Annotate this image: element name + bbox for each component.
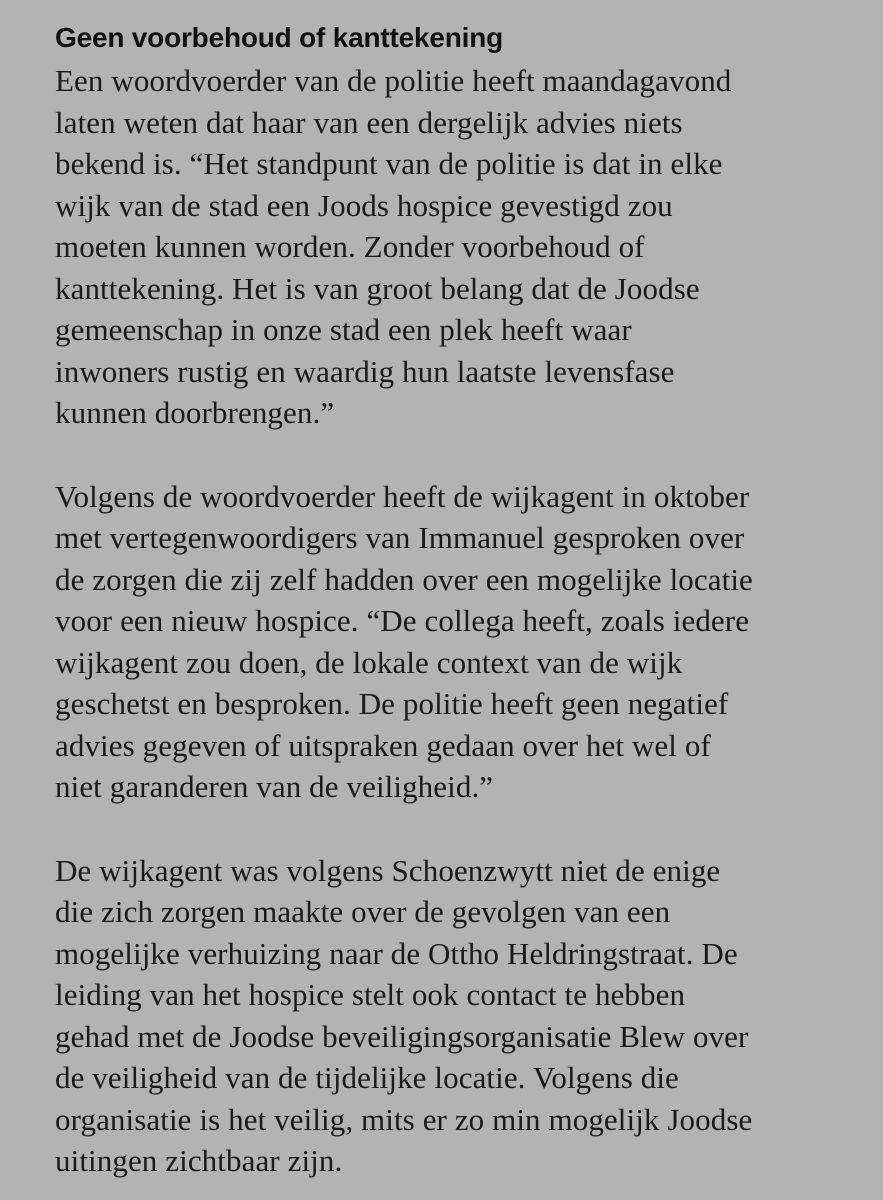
text-line: laten weten dat haar van een dergelijk advies niets <box>55 104 683 140</box>
text-line: de veiligheid van de tijdelijke locatie. Volgens die <box>55 1060 679 1095</box>
paragraph-police-statement <box>55 60 843 434</box>
text-line: Volgens de woordvoerder heeft de wijkagent in oktober <box>55 478 750 514</box>
text-line: mogelijke verhuizing naar de Ottho Heldringstraat. De <box>55 935 738 971</box>
text-line: uitingen zichtbaar zijn. <box>55 1143 343 1178</box>
section-heading: Geen voorbehoud of kanttekening <box>55 22 504 53</box>
text-line: leiding van het hospice stelt ook contact te hebben <box>55 977 686 1012</box>
text-line: wijk van de stad een Joods hospice gevestigd zou <box>55 187 673 223</box>
paragraph-spokesperson <box>55 476 843 808</box>
text-line: kanttekening. Het is van groot belang dat de Joodse <box>55 270 700 306</box>
text-line: niet garanderen van de veiligheid.” <box>55 769 494 804</box>
text-line: inwoners rustig en waardig hun laatste levensfase <box>55 353 675 389</box>
text-line: gehad met de Joodse beveiligingsorganisatie Blew over <box>55 1018 749 1054</box>
text-line: organisatie is het veilig, mits er zo min mogelijk Joodse <box>55 1101 753 1137</box>
text-line: advies gegeven of uitspraken gedaan over het wel of <box>55 727 711 763</box>
text-line: wijkagent zou doen, de lokale context van de wijk <box>55 644 683 680</box>
text-line: die zich zorgen maakte over de gevolgen van een <box>55 894 671 929</box>
text-line: moeten kunnen worden. Zonder voorbehoud of <box>55 229 645 264</box>
text-line: voor een nieuw hospice. “De collega heeft, zoals iedere <box>55 603 750 638</box>
paragraph-security <box>55 850 843 1182</box>
text-line: met vertegenwoordigers van Immanuel gesproken over <box>55 520 745 555</box>
text-line: geschetst en besproken. De politie heeft geen negatief <box>55 686 729 721</box>
text-line: de zorgen die zij zelf hadden over een mogelijke locatie <box>55 561 753 597</box>
text-line: gemeenschap in onze stad een plek heeft waar <box>55 312 632 347</box>
text-line: kunnen doorbrengen.” <box>55 395 335 430</box>
text-line: bekend is. “Het standpunt van de politie is dat in elke <box>55 146 723 181</box>
text-line: Een woordvoerder van de politie heeft maandagavond <box>55 63 732 98</box>
text-line: De wijkagent was volgens Schoenzwytt niet de enige <box>55 852 721 888</box>
